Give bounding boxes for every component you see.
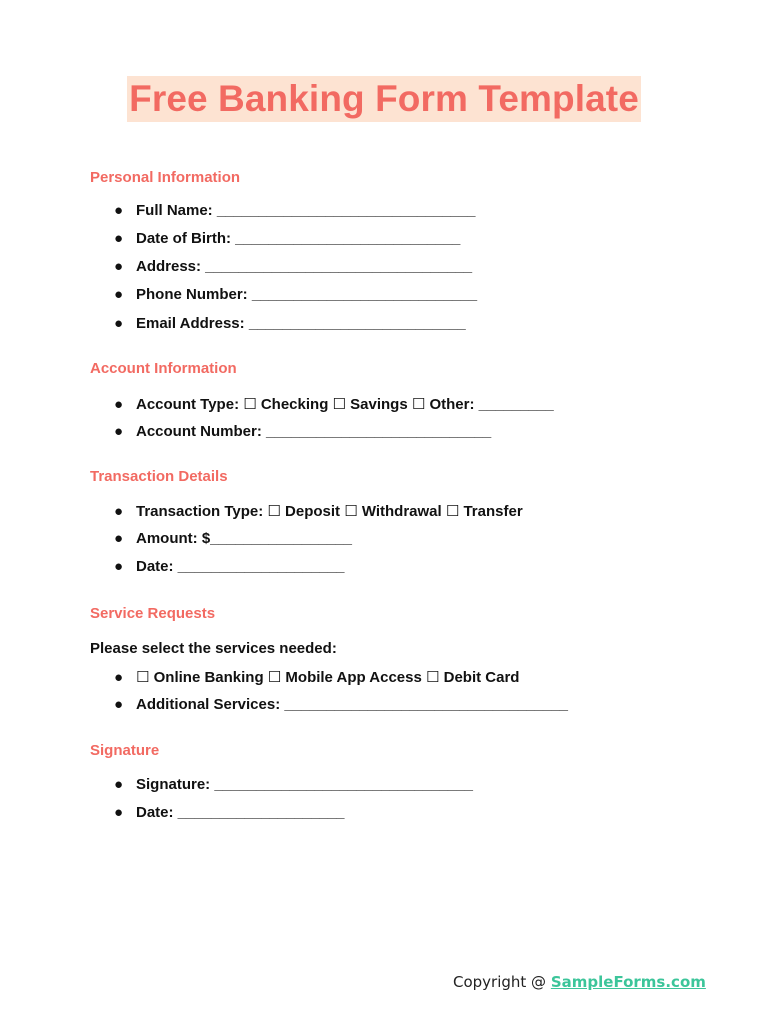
title-container [0,76,768,122]
field-label: ☐ Online Banking ☐ Mobile App Access ☐ Debit Card [136,669,520,686]
field-date-of-birth[interactable] [114,230,460,247]
bullet-icon: ● [114,230,124,247]
field-services-checkboxes[interactable] [114,668,519,686]
heading-account-information: Account Information [90,360,237,377]
field-label: Account Type: ☐ Checking ☐ Savings ☐ Other: _________ [136,396,554,413]
bullet-icon: ● [114,558,124,575]
field-signature[interactable] [114,776,473,793]
bullet-icon: ● [114,423,124,440]
field-phone-number[interactable] [114,286,477,303]
field-label: Phone Number: ___________________________ [136,286,478,303]
footer-prefix: Copyright @ [453,973,551,991]
bullet-icon: ● [114,669,124,686]
field-label: Transaction Type: ☐ Deposit ☐ Withdrawal ☐ Transfer [136,503,523,520]
field-label: Date of Birth: ___________________________ [136,230,461,247]
bullet-icon: ● [114,530,124,547]
heading-personal-information: Personal Information [90,169,241,186]
footer-link[interactable]: SampleForms.com [550,973,706,991]
heading-service-requests: Service Requests [90,605,216,622]
field-transaction-date[interactable] [114,558,345,575]
service-intro: Please select the services needed: [90,640,337,657]
bullet-icon: ● [114,202,124,219]
field-account-type[interactable] [114,395,554,413]
field-amount[interactable] [114,530,352,547]
bullet-icon: ● [114,315,124,332]
field-account-number[interactable] [114,423,491,440]
bullet-icon: ● [114,776,124,793]
bullet-icon: ● [114,258,124,275]
heading-transaction-details: Transaction Details [90,468,228,485]
field-label: Signature: _______________________________ [136,776,473,793]
field-label: Address: ________________________________ [136,258,473,275]
field-additional-services[interactable] [114,696,568,713]
field-label: Account Number: ___________________________ [136,423,492,440]
field-label: Amount: $_________________ [136,530,352,547]
field-full-name[interactable] [114,202,475,219]
field-address[interactable] [114,258,472,275]
heading-signature: Signature [90,742,160,759]
bullet-icon: ● [114,804,124,821]
field-label: Email Address: __________________________ [136,315,466,332]
field-signature-date[interactable] [114,804,345,821]
field-label: Additional Services: __________________________________ [136,696,569,713]
field-label: Date: ____________________ [136,558,345,575]
bullet-icon: ● [114,696,124,713]
field-label: Date: ____________________ [136,804,345,821]
bullet-icon: ● [114,503,124,520]
footer-copyright [453,973,706,991]
bullet-icon: ● [114,286,124,303]
field-email-address[interactable] [114,315,466,332]
field-transaction-type[interactable] [114,502,523,520]
field-label: Full Name: _______________________________ [136,202,476,219]
page-title: Free Banking Form Template [127,76,641,122]
bullet-icon: ● [114,396,124,413]
